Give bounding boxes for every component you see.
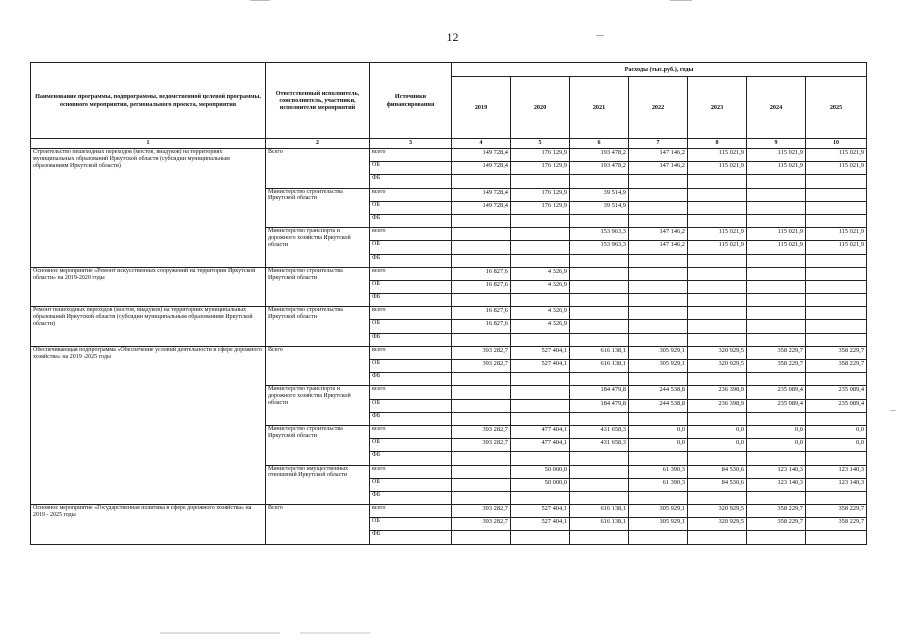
expense-value <box>747 201 806 214</box>
expense-value <box>570 333 629 346</box>
expense-value: 147 146,2 <box>629 241 688 254</box>
expense-value <box>570 465 629 478</box>
expense-value: 305 929,1 <box>629 505 688 518</box>
expense-value <box>806 188 867 201</box>
expense-value: 393 282,7 <box>452 505 511 518</box>
expense-value: 235 089,4 <box>747 386 806 399</box>
expense-value <box>511 399 570 412</box>
header-executor: Ответственный исполнитель, соисполнитель, участники, исполнители мероприятий <box>266 63 370 139</box>
expense-value <box>629 531 688 544</box>
expense-value: 305 929,1 <box>629 346 688 359</box>
expense-value <box>747 452 806 465</box>
table-row <box>31 149 867 162</box>
expense-value: 115 021,9 <box>747 162 806 175</box>
expense-value: 184 479,8 <box>570 386 629 399</box>
table-row <box>31 307 867 320</box>
funding-source: всего <box>370 465 452 478</box>
expense-value <box>629 214 688 227</box>
expense-value: 39 514,9 <box>570 201 629 214</box>
expense-value: 115 021,9 <box>747 149 806 162</box>
expense-value: 320 929,5 <box>688 505 747 518</box>
column-number: 10 <box>806 139 867 149</box>
expense-value: 0,0 <box>806 425 867 438</box>
expense-value <box>452 214 511 227</box>
expense-value <box>511 228 570 241</box>
program-name: Обеспечивающая подпрограмма «Обеспечение условий деятельности в сфере дорожного хозяйства» на 2019 -2025 годы <box>31 346 266 504</box>
expense-value <box>747 214 806 227</box>
expense-value: 393 282,7 <box>452 425 511 438</box>
expense-value <box>747 188 806 201</box>
funding-source: всего <box>370 346 452 359</box>
expense-value: 176 129,9 <box>511 162 570 175</box>
expense-value <box>511 386 570 399</box>
column-number: 6 <box>570 139 629 149</box>
expense-value: 320 929,5 <box>688 346 747 359</box>
expense-value <box>688 412 747 425</box>
expense-value <box>806 307 867 320</box>
funding-source: ОБ <box>370 360 452 373</box>
expense-value <box>452 175 511 188</box>
column-number: 7 <box>629 139 688 149</box>
expense-value <box>511 491 570 504</box>
expense-value <box>688 307 747 320</box>
expense-value: 115 021,9 <box>806 241 867 254</box>
scan-mark <box>160 632 280 634</box>
expense-value <box>688 491 747 504</box>
funding-source: всего <box>370 505 452 518</box>
expense-value: 0,0 <box>806 439 867 452</box>
expense-value <box>806 294 867 307</box>
column-number: 8 <box>688 139 747 149</box>
expense-value <box>629 254 688 267</box>
expense-value <box>747 294 806 307</box>
expense-value <box>570 307 629 320</box>
expense-value <box>511 241 570 254</box>
scan-mark <box>670 0 692 1</box>
expense-value <box>570 280 629 293</box>
column-number: 2 <box>266 139 370 149</box>
expense-value <box>452 228 511 241</box>
expense-value: 477 404,1 <box>511 439 570 452</box>
expense-value: 115 021,9 <box>688 241 747 254</box>
expense-value: 50 000,0 <box>511 465 570 478</box>
funding-source: ОБ <box>370 439 452 452</box>
expense-value <box>511 175 570 188</box>
expense-value: 16 827,6 <box>452 320 511 333</box>
expense-value <box>747 267 806 280</box>
expense-value: 0,0 <box>747 439 806 452</box>
expense-value <box>629 294 688 307</box>
expense-value: 244 538,8 <box>629 399 688 412</box>
column-number: 3 <box>370 139 452 149</box>
executor-name: Министерство транспорта и дорожного хозяйства Иркутской области <box>266 386 370 426</box>
expense-value <box>747 412 806 425</box>
expense-value <box>511 254 570 267</box>
expense-value: 236 398,9 <box>688 386 747 399</box>
expense-value: 123 140,3 <box>747 465 806 478</box>
expense-value <box>688 280 747 293</box>
funding-source: ОБ <box>370 320 452 333</box>
expense-value <box>570 452 629 465</box>
expense-value: 115 021,9 <box>688 228 747 241</box>
expense-value <box>452 478 511 491</box>
expense-value: 115 021,9 <box>806 149 867 162</box>
funding-source: всего <box>370 307 452 320</box>
funding-source: ФБ <box>370 491 452 504</box>
program-name: Ремонт пешеходных переходов (мостов, виадуков) на территориях муниципальных образований Иркутской области (субсидии муниципальным образованиям Иркутской области) <box>31 307 266 347</box>
expense-value: 61 390,3 <box>629 465 688 478</box>
expense-value <box>629 333 688 346</box>
executor-name: Всего <box>266 149 370 189</box>
funding-source: всего <box>370 425 452 438</box>
expense-value <box>806 254 867 267</box>
expense-value: 305 929,1 <box>629 518 688 531</box>
expense-value <box>688 254 747 267</box>
expense-value: 4 326,9 <box>511 320 570 333</box>
expense-value: 193 478,2 <box>570 162 629 175</box>
funding-source: ФБ <box>370 294 452 307</box>
expense-value: 147 146,2 <box>629 228 688 241</box>
expense-value: 235 089,4 <box>747 399 806 412</box>
expense-value: 147 146,2 <box>629 149 688 162</box>
expense-value <box>747 373 806 386</box>
funding-source: ОБ <box>370 201 452 214</box>
funding-source: ФБ <box>370 214 452 227</box>
expense-value: 123 140,3 <box>806 465 867 478</box>
expense-value <box>629 307 688 320</box>
expense-value <box>629 201 688 214</box>
expense-value <box>452 254 511 267</box>
expense-value <box>806 531 867 544</box>
expense-value: 527 404,1 <box>511 346 570 359</box>
expense-value: 431 658,3 <box>570 439 629 452</box>
column-number: 1 <box>31 139 266 149</box>
expense-value <box>629 452 688 465</box>
funding-source: ОБ <box>370 162 452 175</box>
expense-value <box>688 294 747 307</box>
expense-value: 39 514,9 <box>570 188 629 201</box>
expense-value: 527 404,1 <box>511 505 570 518</box>
expense-value <box>688 452 747 465</box>
expense-value: 123 140,3 <box>806 478 867 491</box>
expense-value <box>452 241 511 254</box>
funding-source: всего <box>370 386 452 399</box>
expense-value <box>570 478 629 491</box>
expense-value <box>511 214 570 227</box>
expense-value <box>806 214 867 227</box>
expense-value: 4 326,9 <box>511 307 570 320</box>
expense-value <box>570 175 629 188</box>
expense-value: 0,0 <box>688 425 747 438</box>
header-source: Источники финансирования <box>370 63 452 139</box>
expense-value <box>452 399 511 412</box>
expense-value: 305 929,1 <box>629 360 688 373</box>
expense-value <box>747 320 806 333</box>
header-year: 2023 <box>688 77 747 139</box>
table-row <box>31 267 867 280</box>
expense-value <box>806 280 867 293</box>
expense-value <box>629 188 688 201</box>
expense-value <box>570 320 629 333</box>
expense-value <box>452 373 511 386</box>
expense-value: 176 129,9 <box>511 201 570 214</box>
expense-value: 115 021,9 <box>806 228 867 241</box>
scan-mark <box>250 0 270 1</box>
program-name: Основное мероприятие «Государственная политика в сфере дорожного хозяйства» на 2019 - 2025 годы <box>31 505 266 545</box>
expense-value: 115 021,9 <box>806 162 867 175</box>
executor-name: Министерство строительства Иркутской области <box>266 425 370 465</box>
table-row <box>31 346 867 359</box>
expense-value <box>452 531 511 544</box>
expense-value: 16 827,6 <box>452 280 511 293</box>
expense-value: 115 021,9 <box>747 241 806 254</box>
expense-value: 50 000,0 <box>511 478 570 491</box>
expense-value: 358 229,7 <box>806 505 867 518</box>
expense-value <box>629 320 688 333</box>
expense-value <box>511 373 570 386</box>
expense-value: 115 021,9 <box>747 228 806 241</box>
expense-value <box>570 254 629 267</box>
expense-value: 184 479,8 <box>570 399 629 412</box>
executor-name: Министерство имущественных отношений Иркутской области <box>266 465 370 505</box>
expense-value <box>688 201 747 214</box>
expense-value: 153 963,3 <box>570 241 629 254</box>
expense-value <box>806 175 867 188</box>
expense-value <box>688 214 747 227</box>
expense-value <box>806 373 867 386</box>
expense-value: 16 827,6 <box>452 267 511 280</box>
funding-source: ОБ <box>370 478 452 491</box>
scan-mark <box>300 632 370 634</box>
expense-value: 358 229,7 <box>747 346 806 359</box>
expense-value <box>511 294 570 307</box>
expense-value: 84 530,6 <box>688 465 747 478</box>
expense-value <box>452 386 511 399</box>
expense-value <box>688 175 747 188</box>
expense-value <box>688 188 747 201</box>
expense-value <box>452 452 511 465</box>
expense-value: 320 929,5 <box>688 518 747 531</box>
expense-value <box>806 333 867 346</box>
header-year: 2020 <box>511 77 570 139</box>
expense-value <box>452 465 511 478</box>
expense-value <box>806 412 867 425</box>
funding-source: ФБ <box>370 333 452 346</box>
expense-value: 431 658,3 <box>570 425 629 438</box>
funding-source: ФБ <box>370 412 452 425</box>
expense-value <box>806 320 867 333</box>
expense-value: 235 089,4 <box>806 386 867 399</box>
expense-value <box>452 491 511 504</box>
expense-value: 61 390,3 <box>629 478 688 491</box>
column-number: 5 <box>511 139 570 149</box>
expense-value <box>570 214 629 227</box>
expense-value: 16 827,6 <box>452 307 511 320</box>
funding-source: ФБ <box>370 254 452 267</box>
expense-value: 358 229,7 <box>747 505 806 518</box>
expense-value: 358 229,7 <box>747 518 806 531</box>
funding-source: ОБ <box>370 399 452 412</box>
funding-source: ОБ <box>370 280 452 293</box>
expense-value: 0,0 <box>688 439 747 452</box>
expense-value <box>747 280 806 293</box>
funding-source: ФБ <box>370 175 452 188</box>
expense-value <box>747 254 806 267</box>
program-name: Основное мероприятие «Ремонт искусственных сооружений на территории Иркутской области» на 2019-2020 годы <box>31 267 266 307</box>
header-year: 2022 <box>629 77 688 139</box>
expense-value: 358 229,7 <box>747 360 806 373</box>
expense-value: 244 538,8 <box>629 386 688 399</box>
expense-value <box>688 531 747 544</box>
expense-value <box>570 412 629 425</box>
expense-value <box>688 373 747 386</box>
header-name: Наименование программы, подпрограммы, ведомственной целевой программы, основного мероприятия, регионального проекта, мероприятия <box>31 63 266 139</box>
expense-value: 616 138,1 <box>570 360 629 373</box>
expense-value: 527 404,1 <box>511 518 570 531</box>
table-row <box>31 505 867 518</box>
expense-value <box>806 267 867 280</box>
expense-value <box>511 412 570 425</box>
expense-value: 358 229,7 <box>806 518 867 531</box>
expense-value: 193 478,2 <box>570 149 629 162</box>
expense-value: 393 282,7 <box>452 518 511 531</box>
expense-value: 149 728,4 <box>452 201 511 214</box>
funding-source: всего <box>370 228 452 241</box>
expense-value <box>629 175 688 188</box>
header-year: 2025 <box>806 77 867 139</box>
funding-source: ФБ <box>370 373 452 386</box>
expense-value: 393 282,7 <box>452 360 511 373</box>
funding-source: ФБ <box>370 531 452 544</box>
expense-value <box>452 412 511 425</box>
expense-value: 4 326,9 <box>511 267 570 280</box>
expense-value <box>747 175 806 188</box>
funding-source: всего <box>370 188 452 201</box>
expense-value: 616 138,1 <box>570 505 629 518</box>
expense-value: 393 282,7 <box>452 346 511 359</box>
expense-value <box>629 267 688 280</box>
expense-value <box>629 280 688 293</box>
expense-value: 4 326,9 <box>511 280 570 293</box>
expense-value <box>629 491 688 504</box>
funding-source: ОБ <box>370 518 452 531</box>
expense-value: 0,0 <box>629 425 688 438</box>
expense-value <box>688 333 747 346</box>
expense-value: 236 398,9 <box>688 399 747 412</box>
expense-value: 477 404,1 <box>511 425 570 438</box>
expense-value: 527 404,1 <box>511 360 570 373</box>
expense-value: 358 229,7 <box>806 346 867 359</box>
executor-name: Всего <box>266 505 370 545</box>
expense-value <box>806 201 867 214</box>
expense-value <box>747 307 806 320</box>
expense-value: 616 138,1 <box>570 346 629 359</box>
expense-value: 153 963,3 <box>570 228 629 241</box>
expense-value: 358 229,7 <box>806 360 867 373</box>
executor-name: Всего <box>266 346 370 386</box>
expense-value: 176 129,9 <box>511 149 570 162</box>
header-year: 2019 <box>452 77 511 139</box>
expense-value <box>570 531 629 544</box>
expense-value <box>806 491 867 504</box>
header-year: 2021 <box>570 77 629 139</box>
expense-value <box>688 267 747 280</box>
expense-value <box>629 373 688 386</box>
expense-value <box>629 412 688 425</box>
expense-value <box>688 320 747 333</box>
expense-value: 84 530,6 <box>688 478 747 491</box>
scan-mark <box>890 410 896 411</box>
expense-value <box>747 491 806 504</box>
expense-value <box>570 373 629 386</box>
header-expenses: Расходы (тыс.руб.), годы <box>452 63 867 77</box>
program-name: Строительство пешеходных переходов (мостов, виадуков) на территориях муниципальных образований Иркутской области (субсидии муниципальным образованиям Иркутской области) <box>31 149 266 268</box>
expense-value: 320 929,5 <box>688 360 747 373</box>
expense-value: 0,0 <box>747 425 806 438</box>
column-number: 4 <box>452 139 511 149</box>
page-number: 12 <box>446 30 459 44</box>
executor-name: Министерство строительства Иркутской области <box>266 267 370 307</box>
expense-value: 147 146,2 <box>629 162 688 175</box>
header-year: 2024 <box>747 77 806 139</box>
expense-value <box>570 267 629 280</box>
expense-value: 149 728,4 <box>452 149 511 162</box>
expense-value: 176 129,9 <box>511 188 570 201</box>
expense-value: 115 021,9 <box>688 149 747 162</box>
expense-value: 0,0 <box>629 439 688 452</box>
funding-source: всего <box>370 149 452 162</box>
expense-value: 616 138,1 <box>570 518 629 531</box>
expense-value: 115 021,9 <box>688 162 747 175</box>
expense-value <box>747 333 806 346</box>
column-number: 9 <box>747 139 806 149</box>
expense-value <box>452 333 511 346</box>
expense-value: 149 728,4 <box>452 188 511 201</box>
expense-value: 149 728,4 <box>452 162 511 175</box>
expense-value <box>806 452 867 465</box>
executor-name: Министерство строительства Иркутской области <box>266 188 370 228</box>
expense-value <box>747 531 806 544</box>
expense-value <box>570 491 629 504</box>
expense-value: 123 140,3 <box>747 478 806 491</box>
funding-source: всего <box>370 267 452 280</box>
expense-value <box>511 531 570 544</box>
expense-value <box>511 452 570 465</box>
executor-name: Министерство транспорта и дорожного хозяйства Иркутской области <box>266 228 370 268</box>
budget-table <box>30 62 867 545</box>
executor-name: Министерство строительства Иркутской области <box>266 307 370 347</box>
expense-value <box>452 294 511 307</box>
expense-value: 235 089,4 <box>806 399 867 412</box>
funding-source: ФБ <box>370 452 452 465</box>
funding-source: ОБ <box>370 241 452 254</box>
expense-value <box>570 294 629 307</box>
expense-value: 393 282,7 <box>452 439 511 452</box>
expense-value <box>511 333 570 346</box>
